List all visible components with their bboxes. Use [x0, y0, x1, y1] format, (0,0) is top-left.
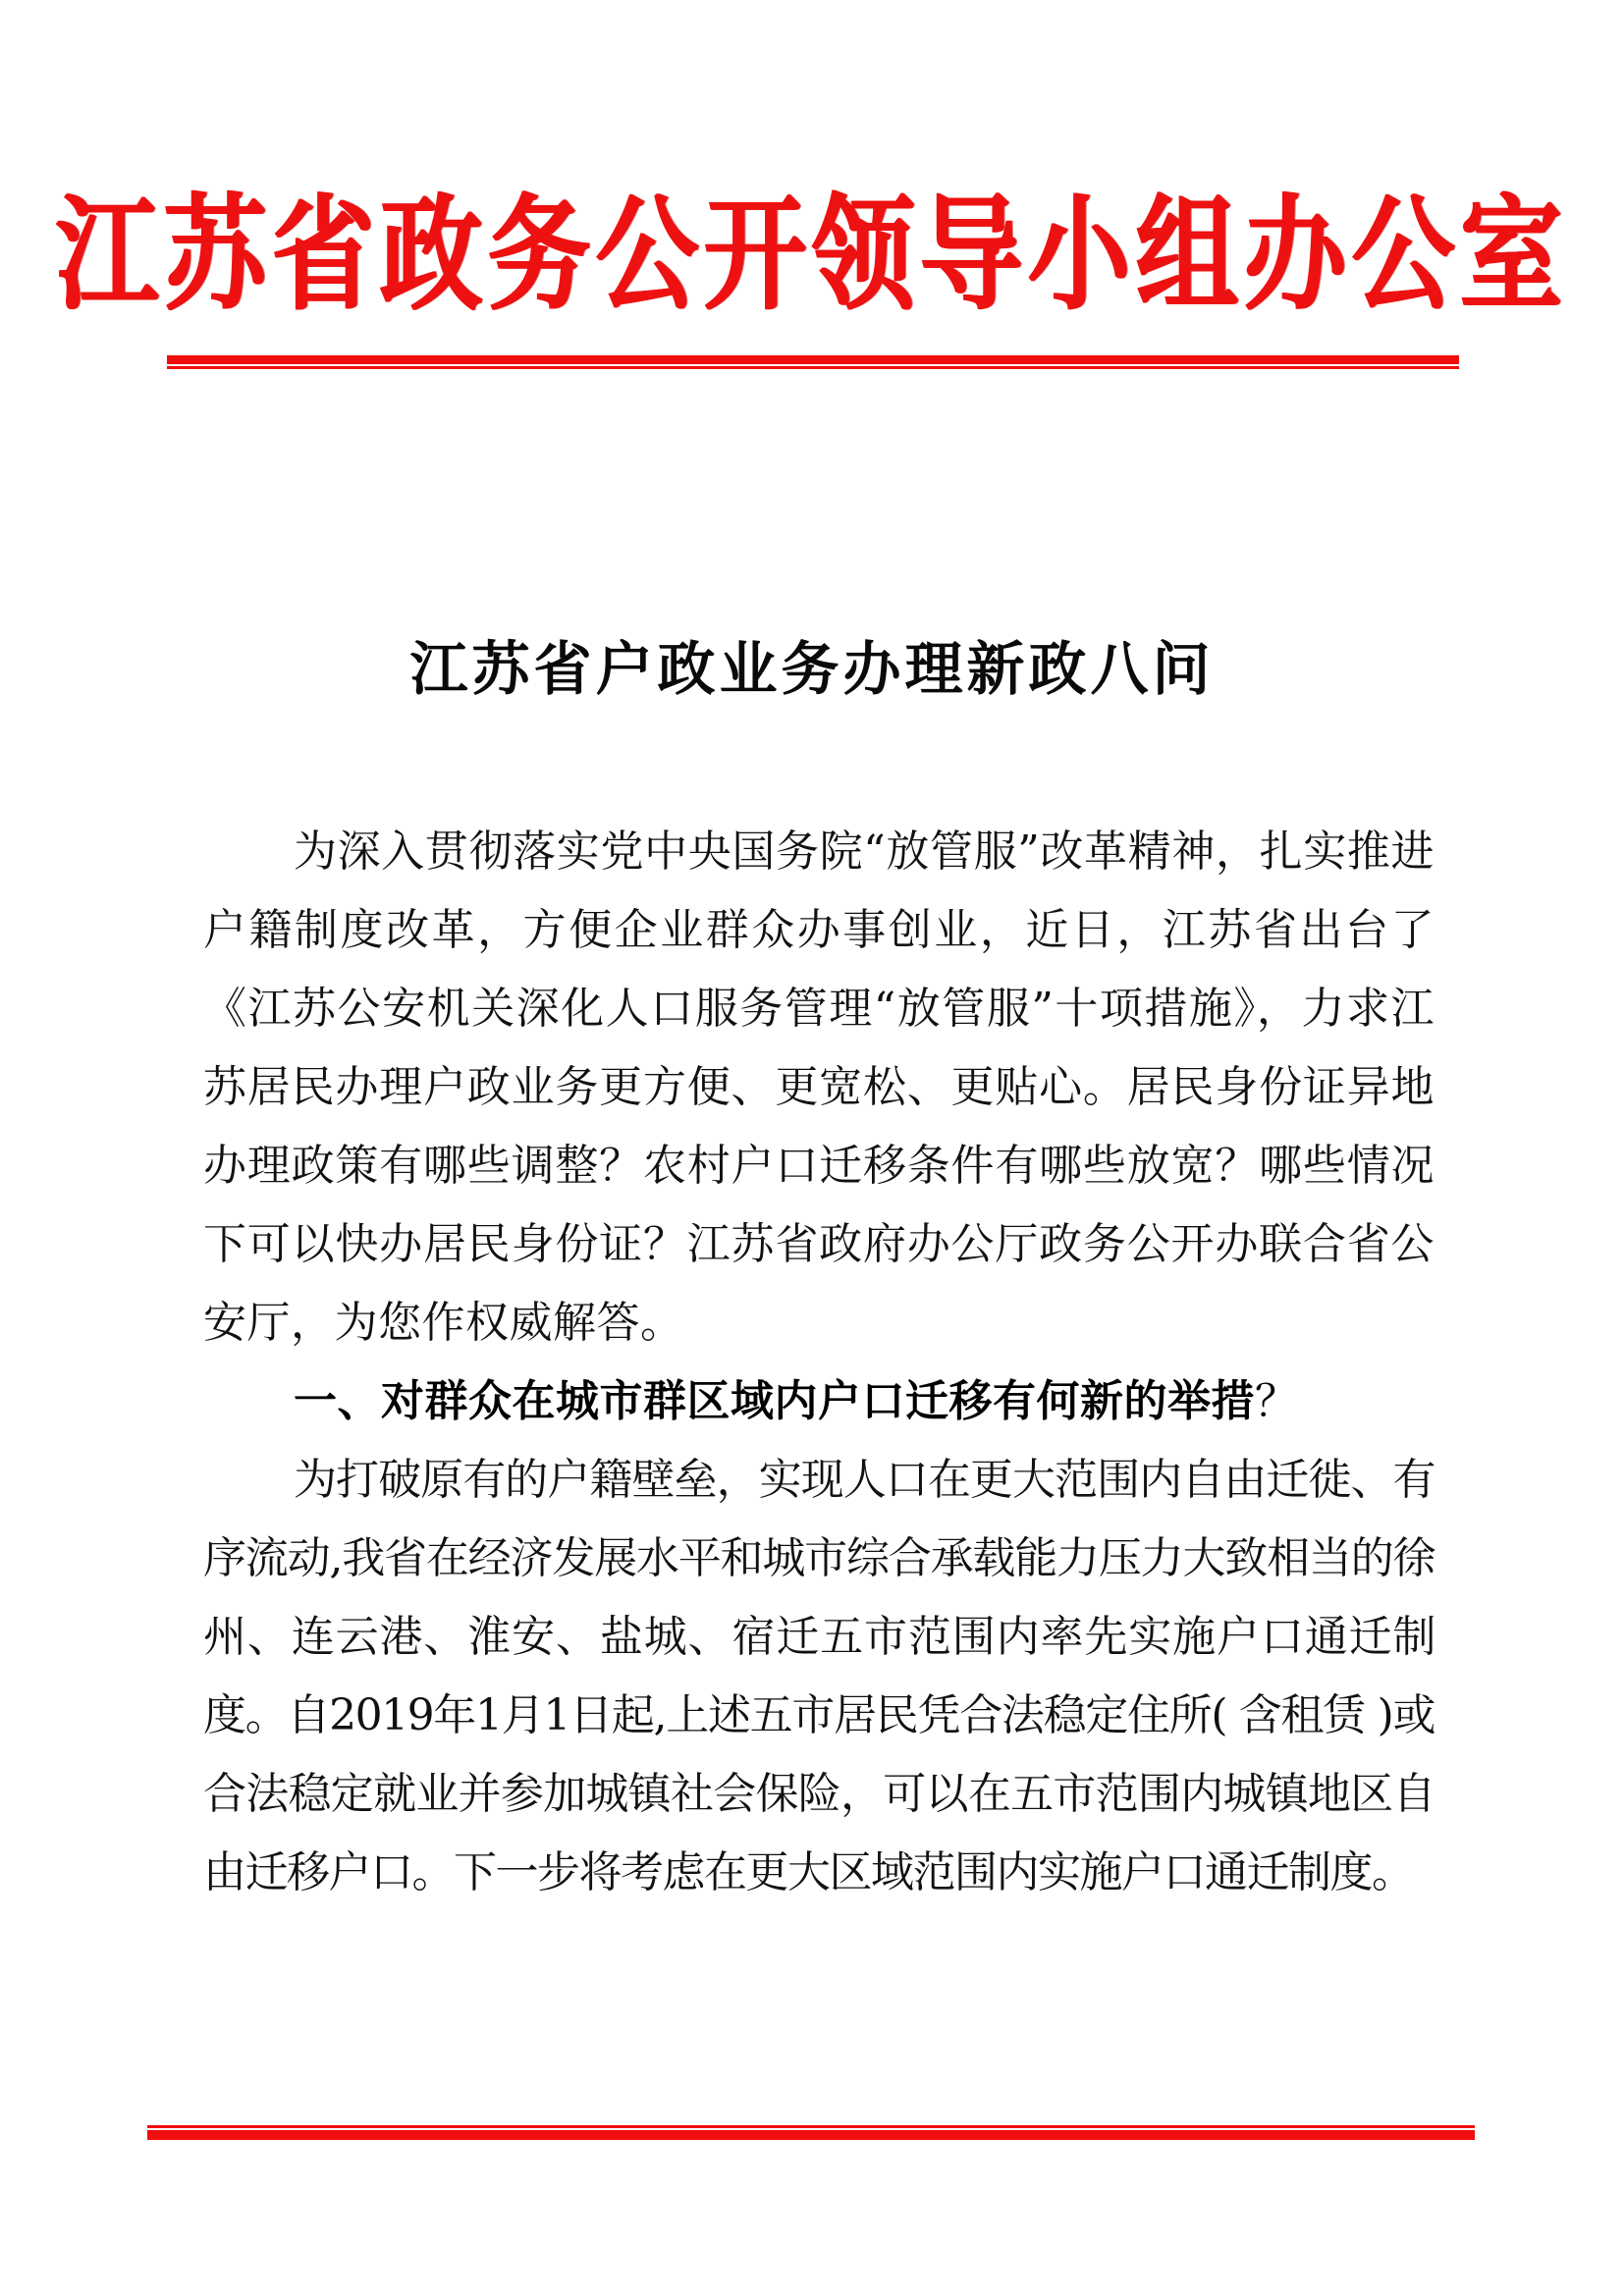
intro-paragraph: 为深入贯彻落实党中央国务院“放管服”改革精神，扎实推进户籍制度改革，方便企业群众办事创业，近日，江苏省出台了《江苏公安机关深化人口服务管理“放管服”十项措施》，力求江苏居民办理户政业务更方便、更宽松、更贴心。居民身份证异地办理政策有哪些调整？农村户口迁移条件有哪些放宽？哪些情况下可以快办居民身份证？江苏省政府办公厅政务公开办联合省公安厅，为您作权威解答。: [203, 827, 1435, 1348]
section-body-1: 为打破原有的户籍壁垒，实现人口在更大范围内自由迁徙、有序流动,我省在经济发展水平和城市综合承载能力压力大致相当的徐州、连云港、淮安、盐城、宿迁五市范围内率先实施户口通迁制度。自2019年1月1日起,上述五市居民凭合法稳定住所( 含租赁 )或合法稳定就业并参加城镇社会保险，可以在五市范围内城镇地区自由迁移户口。下一步将考虑在更大区域范围内实施户口通迁制度。: [203, 1455, 1435, 1897]
masthead-organization-title: 江苏省政务公开领导小组办公室: [55, 180, 1568, 328]
section-heading-text-1: 对群众在城市群区域内户口迁移有何新的举措: [381, 1376, 1255, 1426]
footer-rule-thick-line: [147, 2130, 1475, 2140]
document-title: 江苏省户政业务办理新政八问: [409, 635, 1215, 703]
header-double-rule: [167, 355, 1459, 369]
document-body: [203, 813, 1435, 1912]
masthead: [0, 180, 1624, 328]
section-number-1: 一、: [294, 1376, 381, 1426]
header-rule-thick-line: [167, 355, 1459, 364]
section-heading-question-mark-1: ？: [1255, 1376, 1299, 1426]
section-heading-1: [203, 1362, 1435, 1441]
footer-double-rule: [147, 2125, 1475, 2140]
header-rule-thin-line: [167, 366, 1459, 369]
